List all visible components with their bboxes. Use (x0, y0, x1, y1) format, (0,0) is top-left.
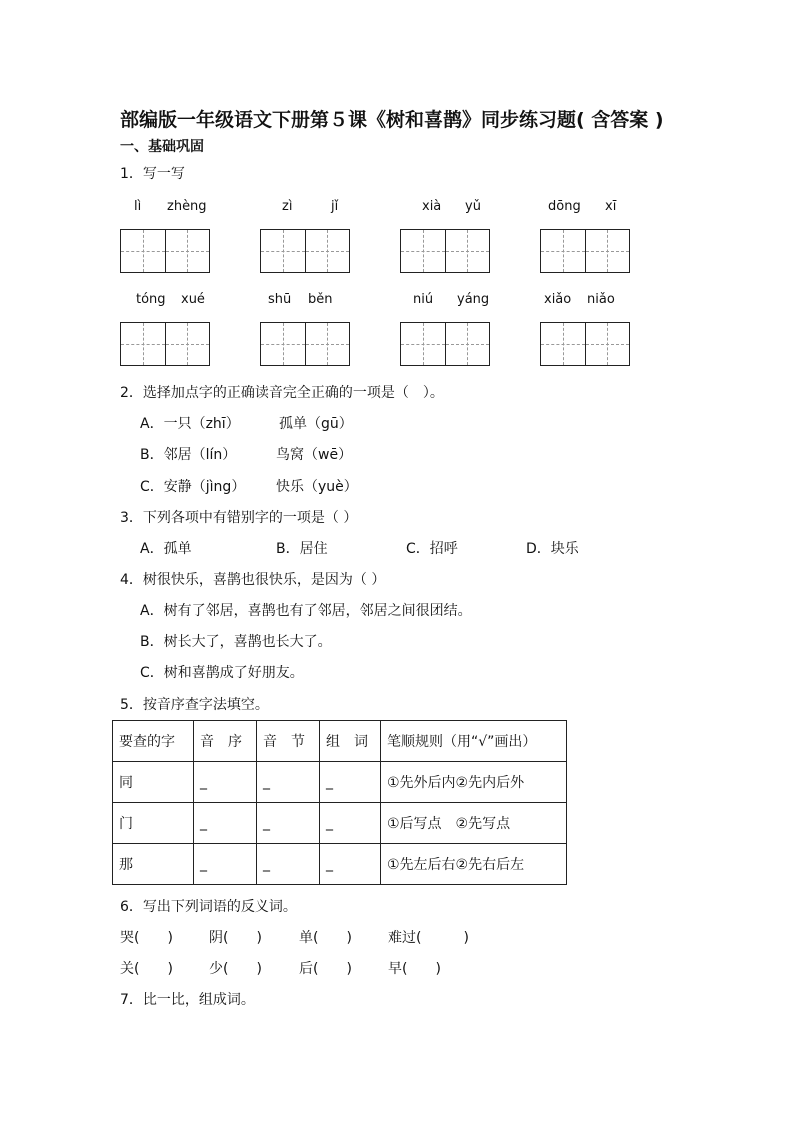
writing-grid[interactable] (540, 229, 630, 273)
q3-option-a[interactable]: A．孤单 (140, 541, 192, 557)
antonym-blank[interactable]: 少( ) (209, 961, 262, 977)
pinyin: xī (605, 199, 617, 214)
table-header: 音 序 (194, 721, 257, 762)
q5-stem: 5．按音序查字法填空。 (120, 697, 269, 713)
q6-stem: 6．写出下列词语的反义词。 (120, 899, 297, 915)
q2-option-c[interactable]: C．安静（jìng） (140, 479, 246, 495)
antonym-blank[interactable]: 后( ) (299, 961, 352, 977)
pinyin: shū (268, 292, 292, 307)
pinyin: xià (422, 199, 442, 214)
writing-grid[interactable] (400, 229, 490, 273)
table-cell-char: 同 (113, 762, 194, 803)
table-header: 音 节 (257, 721, 320, 762)
q4-option-b[interactable]: B．树长大了，喜鹊也长大了。 (140, 634, 332, 650)
pinyin: niǎo (587, 292, 615, 307)
table-cell-char: 那 (113, 844, 194, 885)
q4-option-a[interactable]: A．树有了邻居，喜鹊也有了邻居，邻居之间很团结。 (140, 603, 472, 619)
writing-grid[interactable] (120, 229, 210, 273)
answer-blank[interactable]: _ (257, 762, 320, 803)
section-heading: 一、基础巩固 (120, 139, 204, 155)
q4-stem: 4．树很快乐，喜鹊也很快乐，是因为（ ） (120, 572, 386, 588)
writing-grid[interactable] (400, 322, 490, 366)
answer-blank[interactable]: _ (194, 844, 257, 885)
writing-grid[interactable] (260, 322, 350, 366)
table-row (113, 844, 567, 885)
answer-blank[interactable]: _ (194, 803, 257, 844)
table-header: 笔顺规则（用“√”画出） (381, 721, 567, 762)
answer-blank[interactable]: _ (194, 762, 257, 803)
writing-grid[interactable] (260, 229, 350, 273)
answer-blank[interactable]: _ (257, 844, 320, 885)
q3-option-d[interactable]: D．块乐 (526, 541, 579, 557)
table-header-row (113, 721, 567, 762)
answer-blank[interactable]: _ (320, 803, 381, 844)
pinyin: jǐ (331, 199, 339, 214)
antonym-blank[interactable]: 单( ) (299, 930, 352, 946)
q1-label: 1．写一写 (120, 166, 185, 182)
writing-grid[interactable] (540, 322, 630, 366)
q2-option-b[interactable]: B．邻居（lín） (140, 447, 237, 463)
page-title: 部编版一年级语文下册第５课《树和喜鹊》同步练习题( 含答案 ) (120, 109, 664, 131)
antonym-blank[interactable]: 早( ) (388, 961, 441, 977)
pinyin: běn (308, 292, 333, 307)
antonym-blank[interactable]: 关( ) (120, 961, 173, 977)
q3-option-c[interactable]: C．招呼 (406, 541, 458, 557)
q2-option-a[interactable]: A．一只（zhī） (140, 416, 240, 432)
answer-blank[interactable]: _ (320, 762, 381, 803)
q4-option-c[interactable]: C．树和喜鹊成了好朋友。 (140, 665, 304, 681)
q3-option-b[interactable]: B．居住 (276, 541, 328, 557)
answer-blank[interactable]: _ (257, 803, 320, 844)
antonym-blank[interactable]: 哭( ) (120, 930, 173, 946)
pinyin: zì (282, 199, 293, 214)
pinyin: yáng (457, 292, 490, 307)
pinyin: xiǎo (544, 292, 572, 307)
table-cell-char: 门 (113, 803, 194, 844)
stroke-rule-choice[interactable]: ①后写点 ②先写点 (381, 803, 567, 844)
writing-grid[interactable] (120, 322, 210, 366)
pinyin: yǔ (465, 199, 481, 214)
lookup-table (112, 720, 567, 885)
table-header: 组 词 (320, 721, 381, 762)
q2-option-c-word2: 快乐（yuè） (276, 479, 358, 495)
q2-option-a-word2: 孤单（gū） (279, 416, 353, 432)
pinyin: xué (181, 292, 205, 307)
q2-stem: 2．选择加点字的正确读音完全正确的一项是（ ）。 (120, 385, 444, 401)
answer-blank[interactable]: _ (320, 844, 381, 885)
stroke-rule-choice[interactable]: ①先左后右②先右后左 (381, 844, 567, 885)
table-row (113, 762, 567, 803)
pinyin: dōng (548, 199, 581, 214)
pinyin: niú (413, 292, 434, 307)
pinyin: lì (134, 199, 142, 214)
table-row (113, 803, 567, 844)
q2-option-b-word2: 鸟窝（wē） (276, 447, 353, 463)
pinyin: zhèng (167, 199, 207, 214)
q7-stem: 7．比一比，组成词。 (120, 992, 255, 1008)
table-header: 要查的字 (113, 721, 194, 762)
antonym-blank[interactable]: 阴( ) (209, 930, 262, 946)
antonym-blank[interactable]: 难过( ) (388, 930, 469, 946)
q3-stem: 3．下列各项中有错别字的一项是（ ） (120, 510, 358, 526)
stroke-rule-choice[interactable]: ①先外后内②先内后外 (381, 762, 567, 803)
pinyin: tóng (136, 292, 166, 307)
